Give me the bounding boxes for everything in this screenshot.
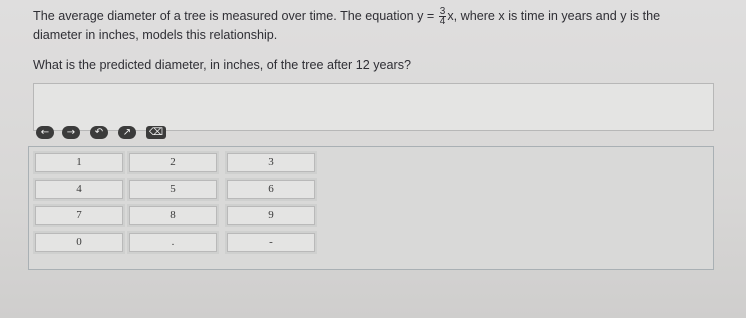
keypad <box>28 146 714 270</box>
question-text <box>33 7 733 44</box>
equation-fraction <box>439 7 447 26</box>
question-line-2: diameter in inches, models this relationship. <box>33 28 278 43</box>
key-0[interactable]: 0 <box>33 231 125 254</box>
key-6[interactable]: 6 <box>225 178 317 201</box>
key-8[interactable]: 8 <box>127 204 219 227</box>
equation-x: x, <box>447 9 458 23</box>
key-5[interactable]: 5 <box>127 178 219 201</box>
fraction-numerator: 3 <box>439 6 446 18</box>
key-7[interactable]: 7 <box>33 204 125 227</box>
key-9[interactable]: 9 <box>225 204 317 227</box>
question-variables: where x is time in years and y is the <box>460 9 661 23</box>
equation <box>417 6 461 28</box>
question-prompt: What is the predicted diameter, in inches, of the tree after 12 years? <box>33 58 412 72</box>
key-1[interactable]: 1 <box>33 151 125 174</box>
expand-button[interactable]: ↗ <box>118 126 136 139</box>
redo-button[interactable]: → <box>62 126 80 139</box>
fraction-denominator: 4 <box>439 16 446 28</box>
key-2[interactable]: 2 <box>127 151 219 174</box>
key-4[interactable]: 4 <box>33 178 125 201</box>
delete-button[interactable]: ⌫ <box>146 126 166 139</box>
undo-button[interactable]: ← <box>36 126 54 139</box>
key-decimal[interactable]: . <box>127 231 219 254</box>
key-3[interactable]: 3 <box>225 151 317 174</box>
question-intro: The average diameter of a tree is measured over time. The equation <box>33 9 414 23</box>
equation-y: y = <box>417 9 435 23</box>
key-negative[interactable]: - <box>225 231 317 254</box>
reset-button[interactable]: ↶ <box>90 126 108 139</box>
